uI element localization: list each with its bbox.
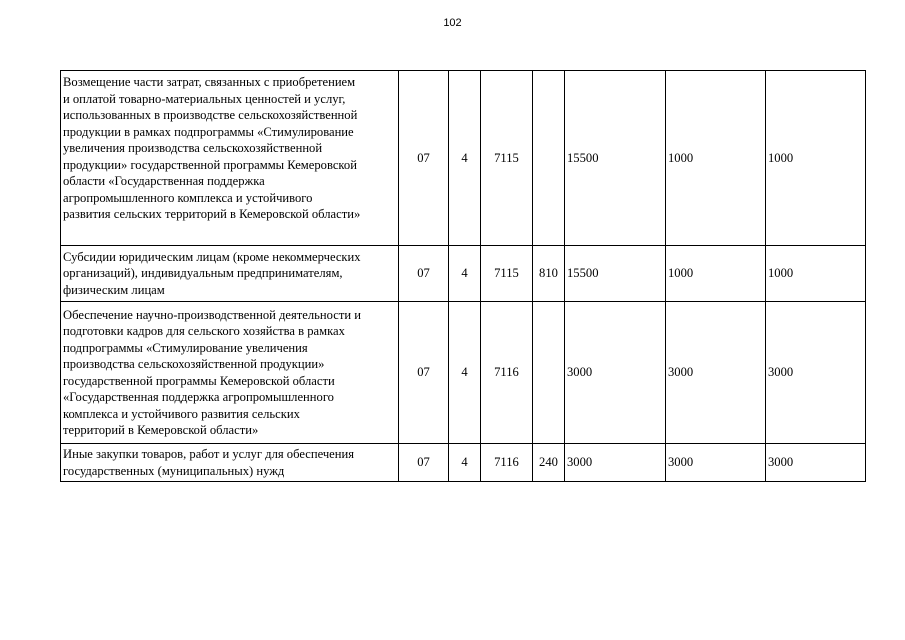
description-line: Обеспечение научно-производственной деятельности и [63, 307, 361, 322]
description-line: продукции» государственной программы Кемеровской [63, 157, 357, 172]
amount-year-3: 1000 [766, 71, 866, 246]
table-row [61, 71, 866, 246]
amount-year-2: 3000 [666, 444, 766, 482]
description-line: агропромышленного комплекса и устойчивого [63, 190, 313, 205]
row-description [61, 71, 399, 246]
description-line: Субсидии юридическим лицам (кроме некоммерческих [63, 249, 361, 264]
description-line: территорий в Кемеровской области» [63, 423, 259, 437]
amount-year-2: 1000 [666, 71, 766, 246]
row-description [61, 246, 399, 302]
row-description [61, 302, 399, 444]
target-article-code: 7116 [481, 444, 533, 482]
description-line: «Государственная поддержка агропромышленного [63, 390, 334, 404]
table-row [61, 246, 866, 302]
section-code: 07 [399, 71, 449, 246]
table-row [61, 444, 866, 482]
amount-year-1: 3000 [565, 444, 666, 482]
subsection-code: 4 [449, 302, 481, 444]
amount-year-1: 15500 [565, 246, 666, 302]
budget-table [60, 70, 866, 482]
description-line: подпрограммы «Стимулирование увеличения [63, 340, 308, 355]
amount-year-3: 1000 [766, 246, 866, 302]
description-line: подготовки кадров для сельского хозяйства в рамках [63, 324, 345, 338]
subsection-code: 4 [449, 444, 481, 482]
description-line: Возмещение части затрат, связанных с приобретением [63, 75, 356, 90]
section-code: 07 [399, 302, 449, 444]
description-line: производства сельскохозяйственной продукции» [63, 357, 325, 371]
row-description [61, 444, 399, 482]
table-row [61, 302, 866, 444]
subsection-code: 4 [449, 71, 481, 246]
amount-year-2: 3000 [666, 302, 766, 444]
target-article-code: 7116 [481, 302, 533, 444]
description-line: увеличения производства сельскохозяйственной [63, 141, 323, 156]
section-code: 07 [399, 246, 449, 302]
description-line: использованных в производстве сельскохозяйственной [63, 108, 358, 123]
description-line: и оплатой товарно-материальных ценностей и услуг, [63, 91, 346, 106]
amount-year-3: 3000 [766, 444, 866, 482]
description-line: государственных (муниципальных) нужд [63, 463, 285, 478]
description-line: Иные закупки товаров, работ и услуг для обеспечения [63, 447, 355, 461]
expense-type-code [533, 71, 565, 246]
description-line: продукции в рамках подпрограммы «Стимулирование [63, 124, 354, 139]
target-article-code: 7115 [481, 246, 533, 302]
description-line: области «Государственная поддержка [63, 174, 265, 189]
amount-year-1: 3000 [565, 302, 666, 444]
page-number: 102 [443, 17, 462, 29]
description-line: государственной программы Кемеровской области [63, 373, 335, 388]
amount-year-3: 3000 [766, 302, 866, 444]
subsection-code: 4 [449, 246, 481, 302]
description-line: развития сельских территорий в Кемеровской области» [63, 207, 361, 222]
target-article-code: 7115 [481, 71, 533, 246]
expense-type-code [533, 302, 565, 444]
description-line: организаций), индивидуальным предпринимателям, [63, 266, 343, 281]
expense-type-code: 240 [533, 444, 565, 482]
amount-year-1: 15500 [565, 71, 666, 246]
amount-year-2: 1000 [666, 246, 766, 302]
expense-type-code: 810 [533, 246, 565, 302]
description-line: физическим лицам [63, 282, 165, 297]
description-line: комплекса и устойчивого развития сельских [63, 406, 300, 421]
section-code: 07 [399, 444, 449, 482]
